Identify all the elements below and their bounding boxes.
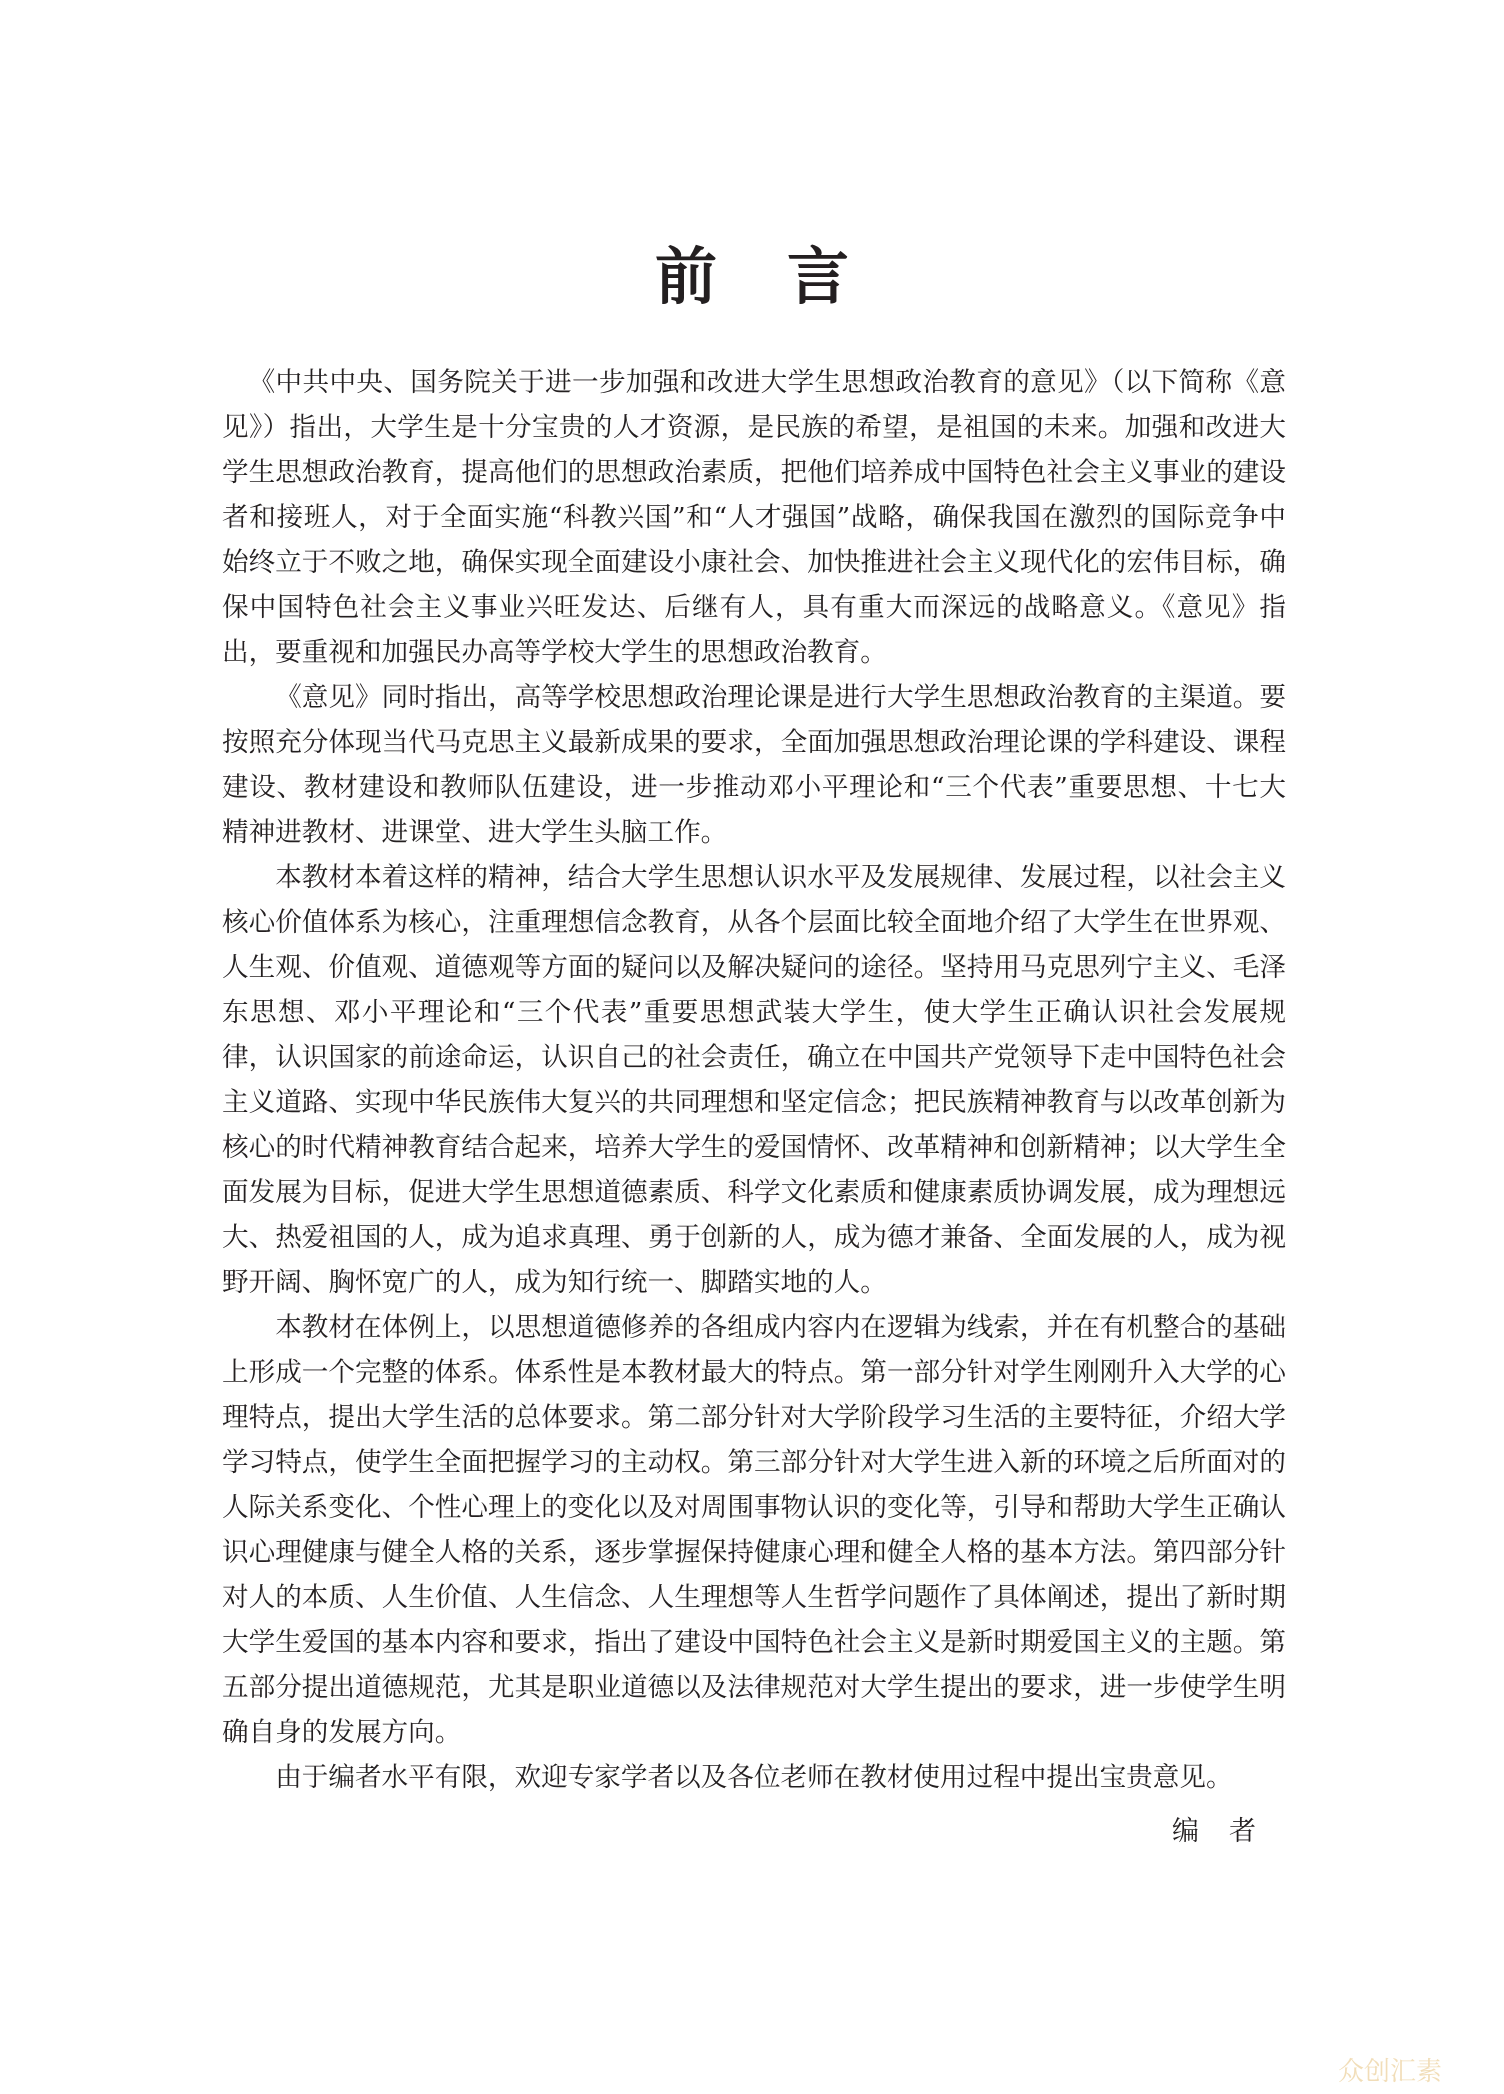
paragraph-5: 由于编者水平有限，欢迎专家学者以及各位老师在教材使用过程中提出宝贵意见。 <box>275 1762 1233 1793</box>
paragraph-4: 本教材在体例上，以思想道德修养的各组成内容内在逻辑为线索，并在有机整合的基础上形成一个完整的体系。体系性是本教材最大的特点。第一部分针对学生刚刚升入大学的心理特点，提出大学生活的总体要求。第二部分针对大学阶段学习生活的主要特征，介绍大学学习特点，使学生全面把握学习的主动权。第三部分针对大学生进入新的环境之后所面对的人际关系变化、个性心理上的变化以及对周围事物认识的变化等，引导和帮助大学生正确认识心理健康与健全人格的关系，逐步掌握保持健康心理和健全人格的基本方法。第四部分针对人的本质、人生价值、人生信念、人生理想等人生哲学问题作了具体阐述，提出了新时期大学生爱国的基本内容和要求，指出了建设中国特色社会主义是新时期爱国主义的主题。第五部分提出道德规范，尤其是职业道德以及法律规范对大学生提出的要求，进一步使学生明确自身的发展方向。 <box>222 1312 1286 1748</box>
paragraph-1: 《中共中央、国务院关于进一步加强和改进大学生思想政治教育的意见》（以下简称《意见》）指出，大学生是十分宝贵的人才资源，是民族的希望，是祖国的未来。加强和改进大学生思想政治教育，提高他们的思想政治素质，把他们培养成中国特色社会主义事业的建设者和接班人，对于全面实施“科教兴国”和“人才强国”战略，确保我国在激烈的国际竞争中始终立于不败之地，确保实现全面建设小康社会、加快推进社会主义现代化的宏伟目标，确保中国特色社会主义事业兴旺发达、后继有人，具有重大而深远的战略意义。《意见》指出，要重视和加强民办高等学校大学生的思想政治教育。 <box>222 367 1286 668</box>
watermark-logo: 众创汇素 <box>1338 2057 1443 2087</box>
paragraph-2: 《意见》同时指出，高等学校思想政治理论课是进行大学生思想政治教育的主渠道。要按照充分体现当代马克思主义最新成果的要求，全面加强思想政治理论课的学科建设、课程建设、教材建设和教师队伍建设，进一步推动邓小平理论和“三个代表”重要思想、十七大精神进教材、进课堂、进大学生头脑工作。 <box>222 682 1286 848</box>
preface-body <box>222 360 1286 1800</box>
page-title: 前言 <box>654 240 919 313</box>
author-signature: 编者 <box>1172 1816 1286 1847</box>
paragraph-3: 本教材本着这样的精神，结合大学生思想认识水平及发展规律、发展过程，以社会主义核心价值体系为核心，注重理想信念教育，从各个层面比较全面地介绍了大学生在世界观、人生观、价值观、道德观等方面的疑问以及解决疑问的途径。坚持用马克思列宁主义、毛泽东思想、邓小平理论和“三个代表”重要思想武装大学生，使大学生正确认识社会发展规律，认识国家的前途命运，认识自己的社会责任，确立在中国共产党领导下走中国特色社会主义道路、实现中华民族伟大复兴的共同理想和坚定信念；把民族精神教育与以改革创新为核心的时代精神教育结合起来，培养大学生的爱国情怀、改革精神和创新精神；以大学生全面发展为目标，促进大学生思想道德素质、科学文化素质和健康素质协调发展，成为理想远大、热爱祖国的人，成为追求真理、勇于创新的人，成为德才兼备、全面发展的人，成为视野开阔、胸怀宽广的人，成为知行统一、脚踏实地的人。 <box>222 862 1286 1298</box>
